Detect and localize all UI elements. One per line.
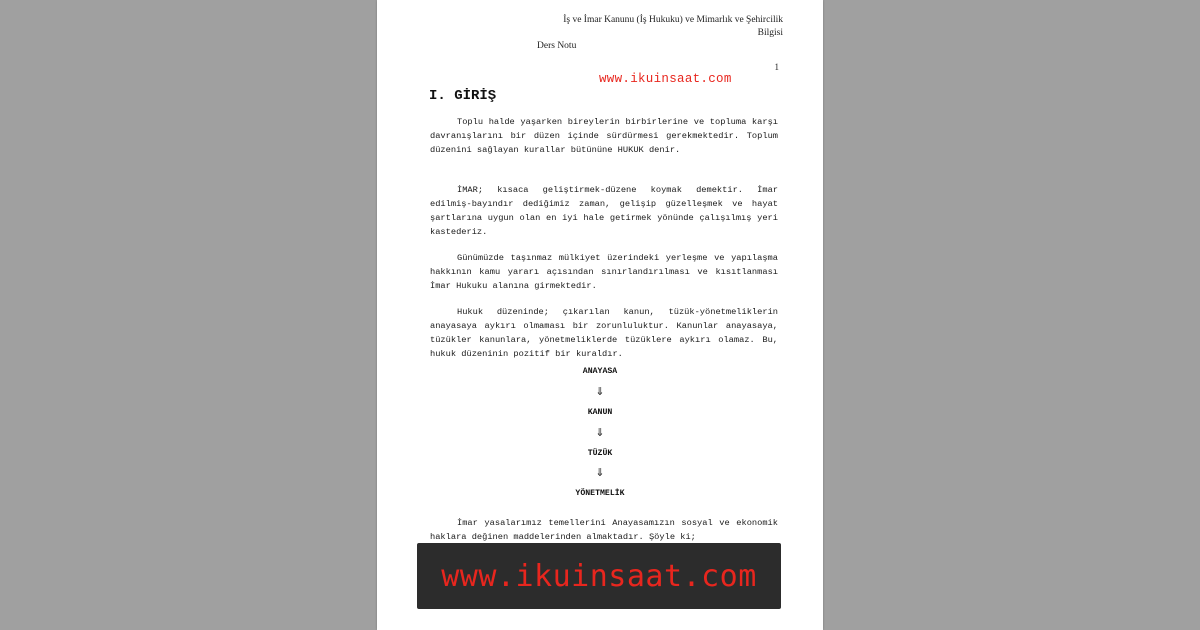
section-heading: I. GİRİŞ xyxy=(429,88,497,104)
watermark-url: www.ikuinsaat.com xyxy=(599,72,732,86)
hierarchy-level-anayasa: ANAYASA xyxy=(582,367,618,376)
down-arrow-icon: ⇓ xyxy=(595,426,605,439)
banner-url: www.ikuinsaat.com xyxy=(441,558,757,594)
paragraph-4: Hukuk düzeninde; çıkarılan kanun, tüzük-yönetmeliklerin anayasaya aykırı olmaması bir zorunluluktur. Kanunlar anayasaya, tüzükler kanunlara, yönetmeliklerde tüzüklere aykırı olamaz. Bu, hukuk düzeninin pozitif bir kuraldır. xyxy=(430,307,778,359)
down-arrow-icon: ⇓ xyxy=(595,385,605,398)
hierarchy-level-tuzuk: TÜZÜK xyxy=(587,449,613,458)
watermark-banner xyxy=(417,543,781,609)
paragraph-3: Günümüzde taşınmaz mülkiyet üzerindeki yerleşme ve yapılaşma hakkının kamu yararı açısından sınırlandırılması ve kısıtlanması İmar Hukuku alanına girmektedir. xyxy=(430,253,778,291)
document-page xyxy=(377,0,823,630)
header-subtitle: Ders Notu xyxy=(537,41,577,51)
page-number: 1 xyxy=(774,62,779,72)
paragraph-1: Toplu halde yaşarken bireylerin birbirlerine ve topluma karşı davranışlarını bir düzen içinde sürdürmesi gerekmektedir. Toplum düzenini sağlayan kurallar bütününe HUKUK denir. xyxy=(430,117,778,155)
running-header xyxy=(537,14,783,53)
hierarchy-level-kanun: KANUN xyxy=(587,408,613,417)
down-arrow-icon: ⇓ xyxy=(595,466,605,479)
paragraph-5: İmar yasalarımız temellerini Anayasamızın sosyal ve ekonomik haklara değinen maddelerinden almaktadır. Şöyle ki; xyxy=(430,518,778,542)
hierarchy-level-yonetmelik: YÖNETMELİK xyxy=(575,489,625,498)
paragraph-2: İMAR; kısaca geliştirmek-düzene koymak demektir. İmar edilmiş-bayındır dediğimiz zaman, gelişip güzelleşmek ve hayat şartlarına uygun olan en iyi hale getirmek yönünde çalışılmış yeri kastederiz. xyxy=(430,185,778,237)
header-title: İş ve İmar Kanunu (İş Hukuku) ve Mimarlık ve Şehircilik Bilgisi xyxy=(563,15,783,38)
